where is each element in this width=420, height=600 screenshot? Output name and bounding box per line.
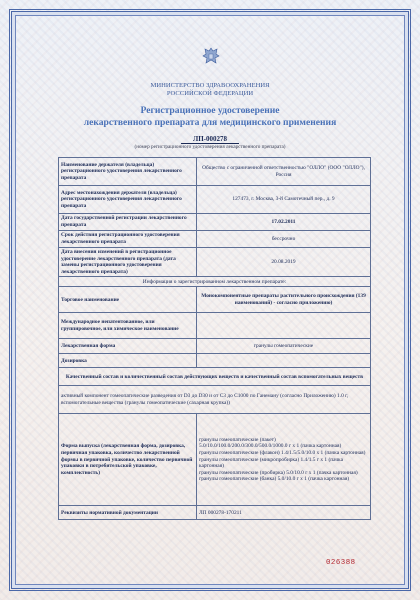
- packaging-line: гранулы гомеопатические (микропробирка) 1.4/1.5 г х 1 (пачка картонная): [199, 456, 343, 470]
- changes-date-value: 20.08.2019: [197, 248, 371, 277]
- table-row: [59, 339, 371, 354]
- packaging-label: Форма выпуска (лекарственная форма, дозировка, первичная упаковка, количество лекарственной формы в первичной упаковке, количество первичной упаковки в потребительской упаковке, комплектность): [59, 414, 197, 506]
- table-row: [59, 248, 371, 277]
- dosage-form-label: Лекарственная форма: [59, 339, 197, 354]
- packaging-line: гранулы гомеопатические (флакон) 1.4/1.5/5.0/10.0 х 1 (пачка картонная): [199, 449, 366, 456]
- coat-of-arms-icon: [200, 45, 222, 67]
- validity-value: бессрочно: [197, 231, 371, 248]
- packaging-line: гранулы гомеопатические (банка) 5.0/10.0 г х 1 (пачка картонная): [199, 476, 350, 483]
- registration-number: ЛП-000278: [0, 135, 420, 143]
- table-row: [59, 313, 371, 339]
- table-row: [59, 506, 371, 520]
- packaging-value: [197, 414, 371, 506]
- registration-info-table: [58, 157, 371, 520]
- table-row: [59, 368, 371, 386]
- holder-value: Общество с ограниченной ответственностью "ОЛЛО" (ООО "ОЛЛО"), Россия: [197, 158, 371, 186]
- table-row: [59, 386, 371, 414]
- validity-label: Срок действия регистрационного удостоверения лекарственного препарата: [59, 231, 197, 248]
- document-title-line-2: лекарственного препарата для медицинского применения: [83, 117, 337, 128]
- table-row: [59, 277, 371, 287]
- dosage-label: Дозировка: [59, 354, 197, 368]
- serial-number: 026388: [326, 559, 356, 567]
- dosage-form-value: гранулы гомеопатические: [197, 339, 371, 354]
- packaging-line: гранулы гомеопатические (пакет): [199, 436, 276, 443]
- ministry-line-1: МИНИСТЕРСТВО ЗДРАВООХРАНЕНИЯ: [150, 82, 270, 89]
- holder-label: Наименование держателя (владельца) регистрационного удостоверения лекарственного препарата: [59, 158, 197, 186]
- inn-value: [197, 313, 371, 339]
- packaging-line: 5.0/10.0/100.0/200.0/300.0/500.0/1000.0 г х 1 (пачка картонная): [199, 443, 342, 450]
- ministry-line-2: РОССИЙСКОЙ ФЕДЕРАЦИИ: [166, 90, 254, 97]
- changes-date-label: Дата внесения изменений в регистрационное удостоверение лекарственного препарата (дата замены регистрационного удостоверения лекарственного препарата): [59, 248, 197, 277]
- composition-header: Качественный состав и количественный состав действующих веществ и качественный состав вспомогательных веществ: [59, 368, 371, 386]
- registration-number-note: (номер регистрационного удостоверения лекарственного препарата): [134, 144, 286, 150]
- trade-name-label: Торговое наименование: [59, 287, 197, 313]
- dosage-value: [197, 354, 371, 368]
- address-label: Адрес местонахождения держателя (владельца) регистрационного удостоверения лекарственного препарата: [59, 186, 197, 214]
- address-value: 127473, г. Москва, 3-й Самотечный пер., д. 9: [197, 186, 371, 214]
- packaging-line: гранулы гомеопатические (пробирка) 5.0/10.0 г х 1 (пачка картонная): [199, 469, 358, 476]
- table-row: [59, 414, 371, 506]
- composition-text: активный компонент гомеопатические разведения от D3 до D30 и от C3 до C1000 по Ганеману (согласно Приложению) 1.0 г, вспомогательные вещества (гранулы гомеопатические (сахарная крупка)): [59, 386, 371, 414]
- table-row: [59, 287, 371, 313]
- table-row: [59, 158, 371, 186]
- table-row: [59, 231, 371, 248]
- table-row: [59, 354, 371, 368]
- table-row: [59, 214, 371, 231]
- document-title-line-1: Регистрационное удостоверение: [140, 105, 280, 116]
- inn-label: Международное непатентованное, или группировочное, или химическое наименование: [59, 313, 197, 339]
- normative-doc-label: Реквизиты нормативной документации: [59, 506, 197, 520]
- trade-name-value: Монокомпонентные препараты растительного происхождения (139 наименований) - согласно приложению): [197, 287, 371, 313]
- info-header: Информация о зарегистрированном лекарственном препарате:: [59, 277, 371, 287]
- table-row: [59, 186, 371, 214]
- normative-doc-value: ЛП 000278-170211: [197, 506, 371, 520]
- registration-date-value: 17.02.2011: [197, 214, 371, 231]
- registration-date-label: Дата государственной регистрации лекарственного препарата: [59, 214, 197, 231]
